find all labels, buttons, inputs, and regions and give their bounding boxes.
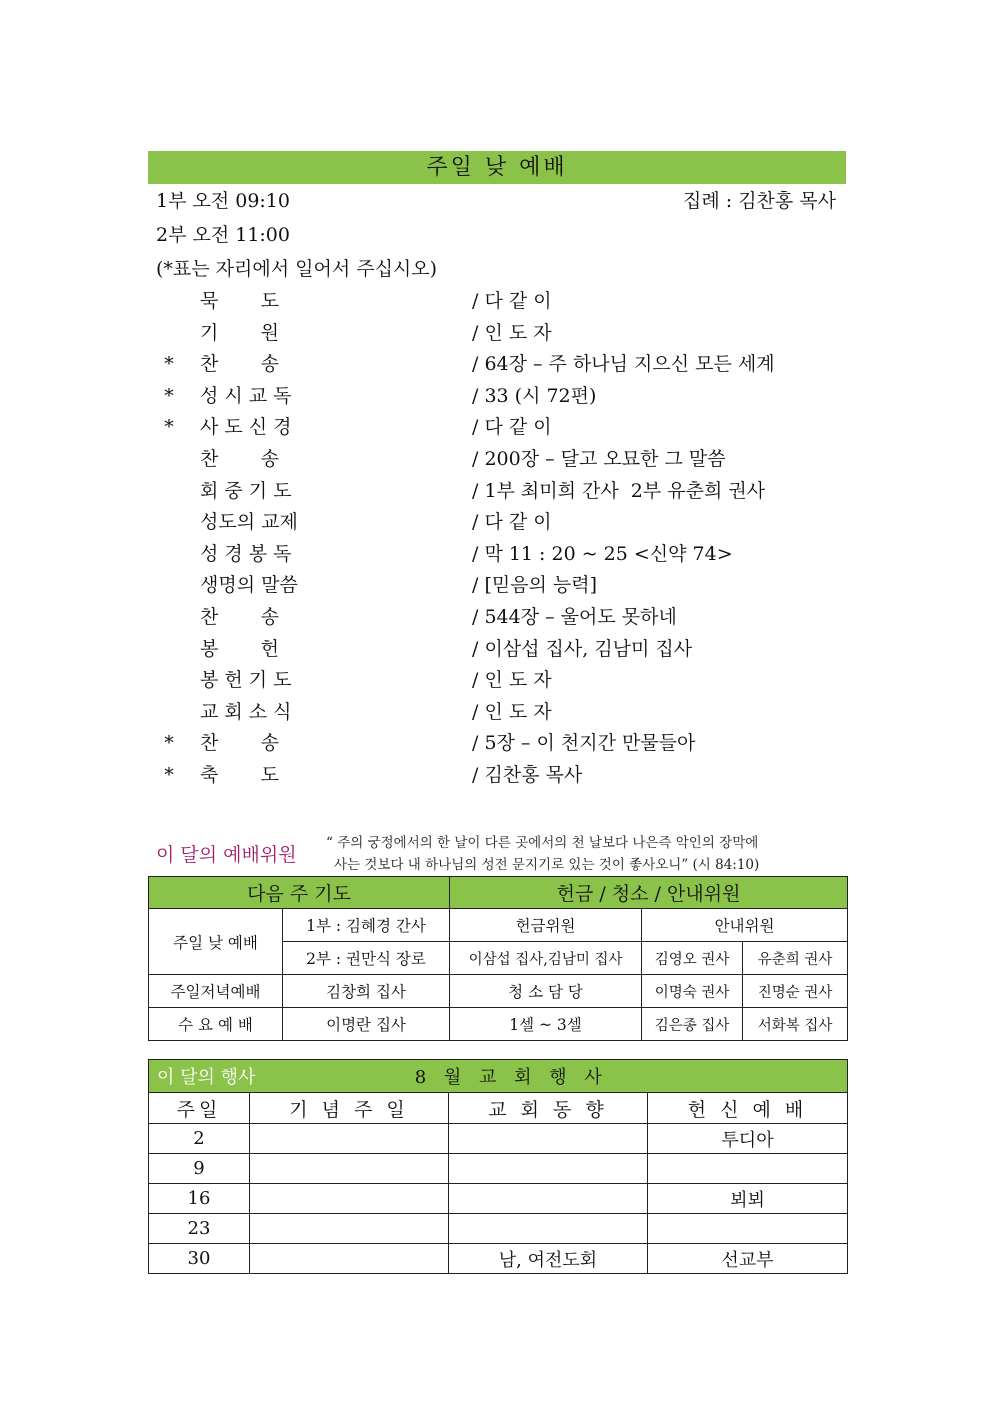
sunday-date: 30 xyxy=(149,1244,250,1274)
order-row xyxy=(148,286,846,318)
order-detail: / [믿음의 능력] xyxy=(472,574,598,597)
table-row xyxy=(149,975,848,1008)
order-row xyxy=(148,570,846,602)
committee-title: 이 달의 예배위원 xyxy=(156,844,297,866)
order-row xyxy=(148,318,846,350)
offering-header: 헌금위원 xyxy=(450,909,642,942)
events-table xyxy=(148,1059,848,1274)
table-row xyxy=(149,1244,848,1274)
order-item: 봉 헌 xyxy=(200,637,279,660)
prayer-header: 다음 주 기도 xyxy=(149,877,450,909)
order-item: 봉 헌 기 도 xyxy=(200,669,292,692)
usher-name: 김은종 집사 xyxy=(642,1008,743,1041)
cleaning-cells: 1셀 ~ 3셀 xyxy=(450,1008,642,1041)
committee-header-row xyxy=(149,877,848,909)
scripture-verse xyxy=(326,832,846,876)
order-row xyxy=(148,728,846,760)
table-row xyxy=(149,1008,848,1041)
news-cell xyxy=(449,1214,648,1244)
order-row xyxy=(148,476,846,508)
sunday-date: 16 xyxy=(149,1184,250,1214)
first-service-prayer: 1부 : 김혜경 간사 xyxy=(283,909,450,942)
dedication-cell xyxy=(648,1154,848,1184)
order-item: 회 중 기 도 xyxy=(200,479,292,502)
standing-mark: * xyxy=(164,384,174,407)
order-item: 성 시 교 독 xyxy=(200,384,292,407)
service-section xyxy=(148,151,846,792)
events-header-row xyxy=(149,1060,848,1093)
committee-header xyxy=(148,830,846,876)
col-dedication: 헌 신 예 배 xyxy=(648,1093,848,1124)
order-detail: / 544장 – 울어도 못하네 xyxy=(472,605,677,628)
committee-table xyxy=(148,876,848,1041)
order-row xyxy=(148,507,846,539)
order-detail: / 64장 – 주 하나님 지으신 모든 세계 xyxy=(472,353,775,376)
standing-mark: * xyxy=(164,763,174,786)
sunday-date: 23 xyxy=(149,1214,250,1244)
standing-mark: * xyxy=(164,353,174,376)
events-column-headers xyxy=(149,1093,848,1124)
evening-service-label: 주일저녁예배 xyxy=(149,975,283,1008)
order-row xyxy=(148,539,846,571)
sunday-date: 9 xyxy=(149,1154,250,1184)
first-service-time: 1부 오전 09:10 xyxy=(156,190,290,212)
memorial-cell xyxy=(250,1184,449,1214)
sunday-service-label: 주일 낮 예배 xyxy=(149,909,283,975)
dedication-cell: 선교부 xyxy=(648,1244,848,1274)
officiant: 집례 : 김찬홍 목사 xyxy=(683,190,836,212)
order-item: 찬 송 xyxy=(200,732,279,755)
order-detail: / 1부 최미희 간사 2부 유춘희 권사 xyxy=(472,479,766,502)
order-item: 찬 송 xyxy=(200,353,279,376)
order-detail: / 인 도 자 xyxy=(472,321,552,344)
dedication-cell: 뵈뵈 xyxy=(648,1184,848,1214)
news-cell xyxy=(449,1154,648,1184)
offering-names: 이삼섭 집사,김남미 집사 xyxy=(450,942,642,975)
memorial-cell xyxy=(250,1244,449,1274)
verse-line: 사는 것보다 내 하나님의 성전 문지기로 있는 것이 좋사오니” (시 84:10) xyxy=(334,857,760,873)
usher-name: 이명숙 권사 xyxy=(642,975,743,1008)
order-detail: / 다 같 이 xyxy=(472,416,552,439)
evening-prayer: 김창희 집사 xyxy=(283,975,450,1008)
order-detail: / 33 (시 72편) xyxy=(472,384,597,407)
order-row xyxy=(148,444,846,476)
memorial-cell xyxy=(250,1214,449,1244)
order-row xyxy=(148,697,846,729)
roles-header: 헌금 / 청소 / 안내위원 xyxy=(450,877,848,909)
order-row xyxy=(148,349,846,381)
order-item: 찬 송 xyxy=(200,447,279,470)
order-of-worship xyxy=(148,286,846,792)
events-header xyxy=(149,1060,848,1093)
second-service-prayer: 2부 : 권만식 장로 xyxy=(283,942,450,975)
order-item: 성도의 교제 xyxy=(200,511,298,534)
news-cell xyxy=(449,1184,648,1214)
cleaning-header: 청 소 담 당 xyxy=(450,975,642,1008)
usher-name: 유춘희 권사 xyxy=(743,942,848,975)
order-detail: / 김찬홍 목사 xyxy=(472,763,583,786)
usher-name: 서화복 집사 xyxy=(743,1008,848,1041)
order-detail: / 200장 – 달고 오묘한 그 말씀 xyxy=(472,447,726,470)
verse-line: “ 주의 궁정에서의 한 날이 다른 곳에서의 천 날보다 나은즉 악인의 장막에 xyxy=(326,835,759,851)
standing-mark: * xyxy=(164,732,174,755)
order-row xyxy=(148,665,846,697)
table-row xyxy=(149,1214,848,1244)
order-item: 묵 도 xyxy=(200,290,279,312)
order-item: 생명의 말씀 xyxy=(200,574,298,597)
order-item: 찬 송 xyxy=(200,605,279,628)
dedication-cell xyxy=(648,1214,848,1244)
order-item: 축 도 xyxy=(200,763,279,786)
second-service-time: 2부 오전 11:00 xyxy=(156,224,290,246)
order-detail: / 막 11 : 20 ~ 25 <신약 74> xyxy=(472,542,733,565)
order-row xyxy=(148,412,846,444)
usher-name: 진명순 권사 xyxy=(743,975,848,1008)
table-row xyxy=(149,909,848,942)
col-sunday: 주일 xyxy=(149,1093,250,1124)
usher-name: 김영오 권사 xyxy=(642,942,743,975)
order-row xyxy=(148,381,846,413)
order-detail: / 다 같 이 xyxy=(472,511,552,534)
standing-mark: * xyxy=(164,416,174,439)
order-detail: / 인 도 자 xyxy=(472,669,552,692)
table-row xyxy=(149,1154,848,1184)
order-item: 사 도 신 경 xyxy=(200,416,292,439)
memorial-cell xyxy=(250,1124,449,1154)
table-row xyxy=(149,1124,848,1154)
usher-header: 안내위원 xyxy=(642,909,848,942)
events-title: 8 월 교 회 행 사 xyxy=(414,1067,608,1088)
order-row xyxy=(148,760,846,792)
sunday-date: 2 xyxy=(149,1124,250,1154)
col-memorial: 기 념 주 일 xyxy=(250,1093,449,1124)
order-item: 성 경 봉 독 xyxy=(200,542,292,565)
wednesday-service-label: 수 요 예 배 xyxy=(149,1008,283,1041)
order-detail: / 이삼섭 집사, 김남미 집사 xyxy=(472,637,693,660)
order-item: 교 회 소 식 xyxy=(200,700,292,723)
events-label: 이 달의 행사 xyxy=(157,1067,256,1088)
table-row xyxy=(149,1184,848,1214)
col-church-news: 교 회 동 향 xyxy=(449,1093,648,1124)
news-cell xyxy=(449,1124,648,1154)
memorial-cell xyxy=(250,1154,449,1184)
wednesday-prayer: 이명란 집사 xyxy=(283,1008,450,1041)
order-detail: / 다 같 이 xyxy=(472,290,552,312)
dedication-cell: 투디아 xyxy=(648,1124,848,1154)
order-item: 기 원 xyxy=(200,321,279,344)
order-row xyxy=(148,602,846,634)
first-service-line xyxy=(148,184,846,218)
standing-note: (*표는 자리에서 일어서 주십시오) xyxy=(156,258,438,280)
service-title: 주일 낮 예배 xyxy=(148,151,846,184)
order-detail: / 인 도 자 xyxy=(472,700,552,723)
order-detail: / 5장 – 이 천지간 만물들아 xyxy=(472,732,696,755)
news-cell: 남, 여전도회 xyxy=(449,1244,648,1274)
order-row xyxy=(148,634,846,666)
